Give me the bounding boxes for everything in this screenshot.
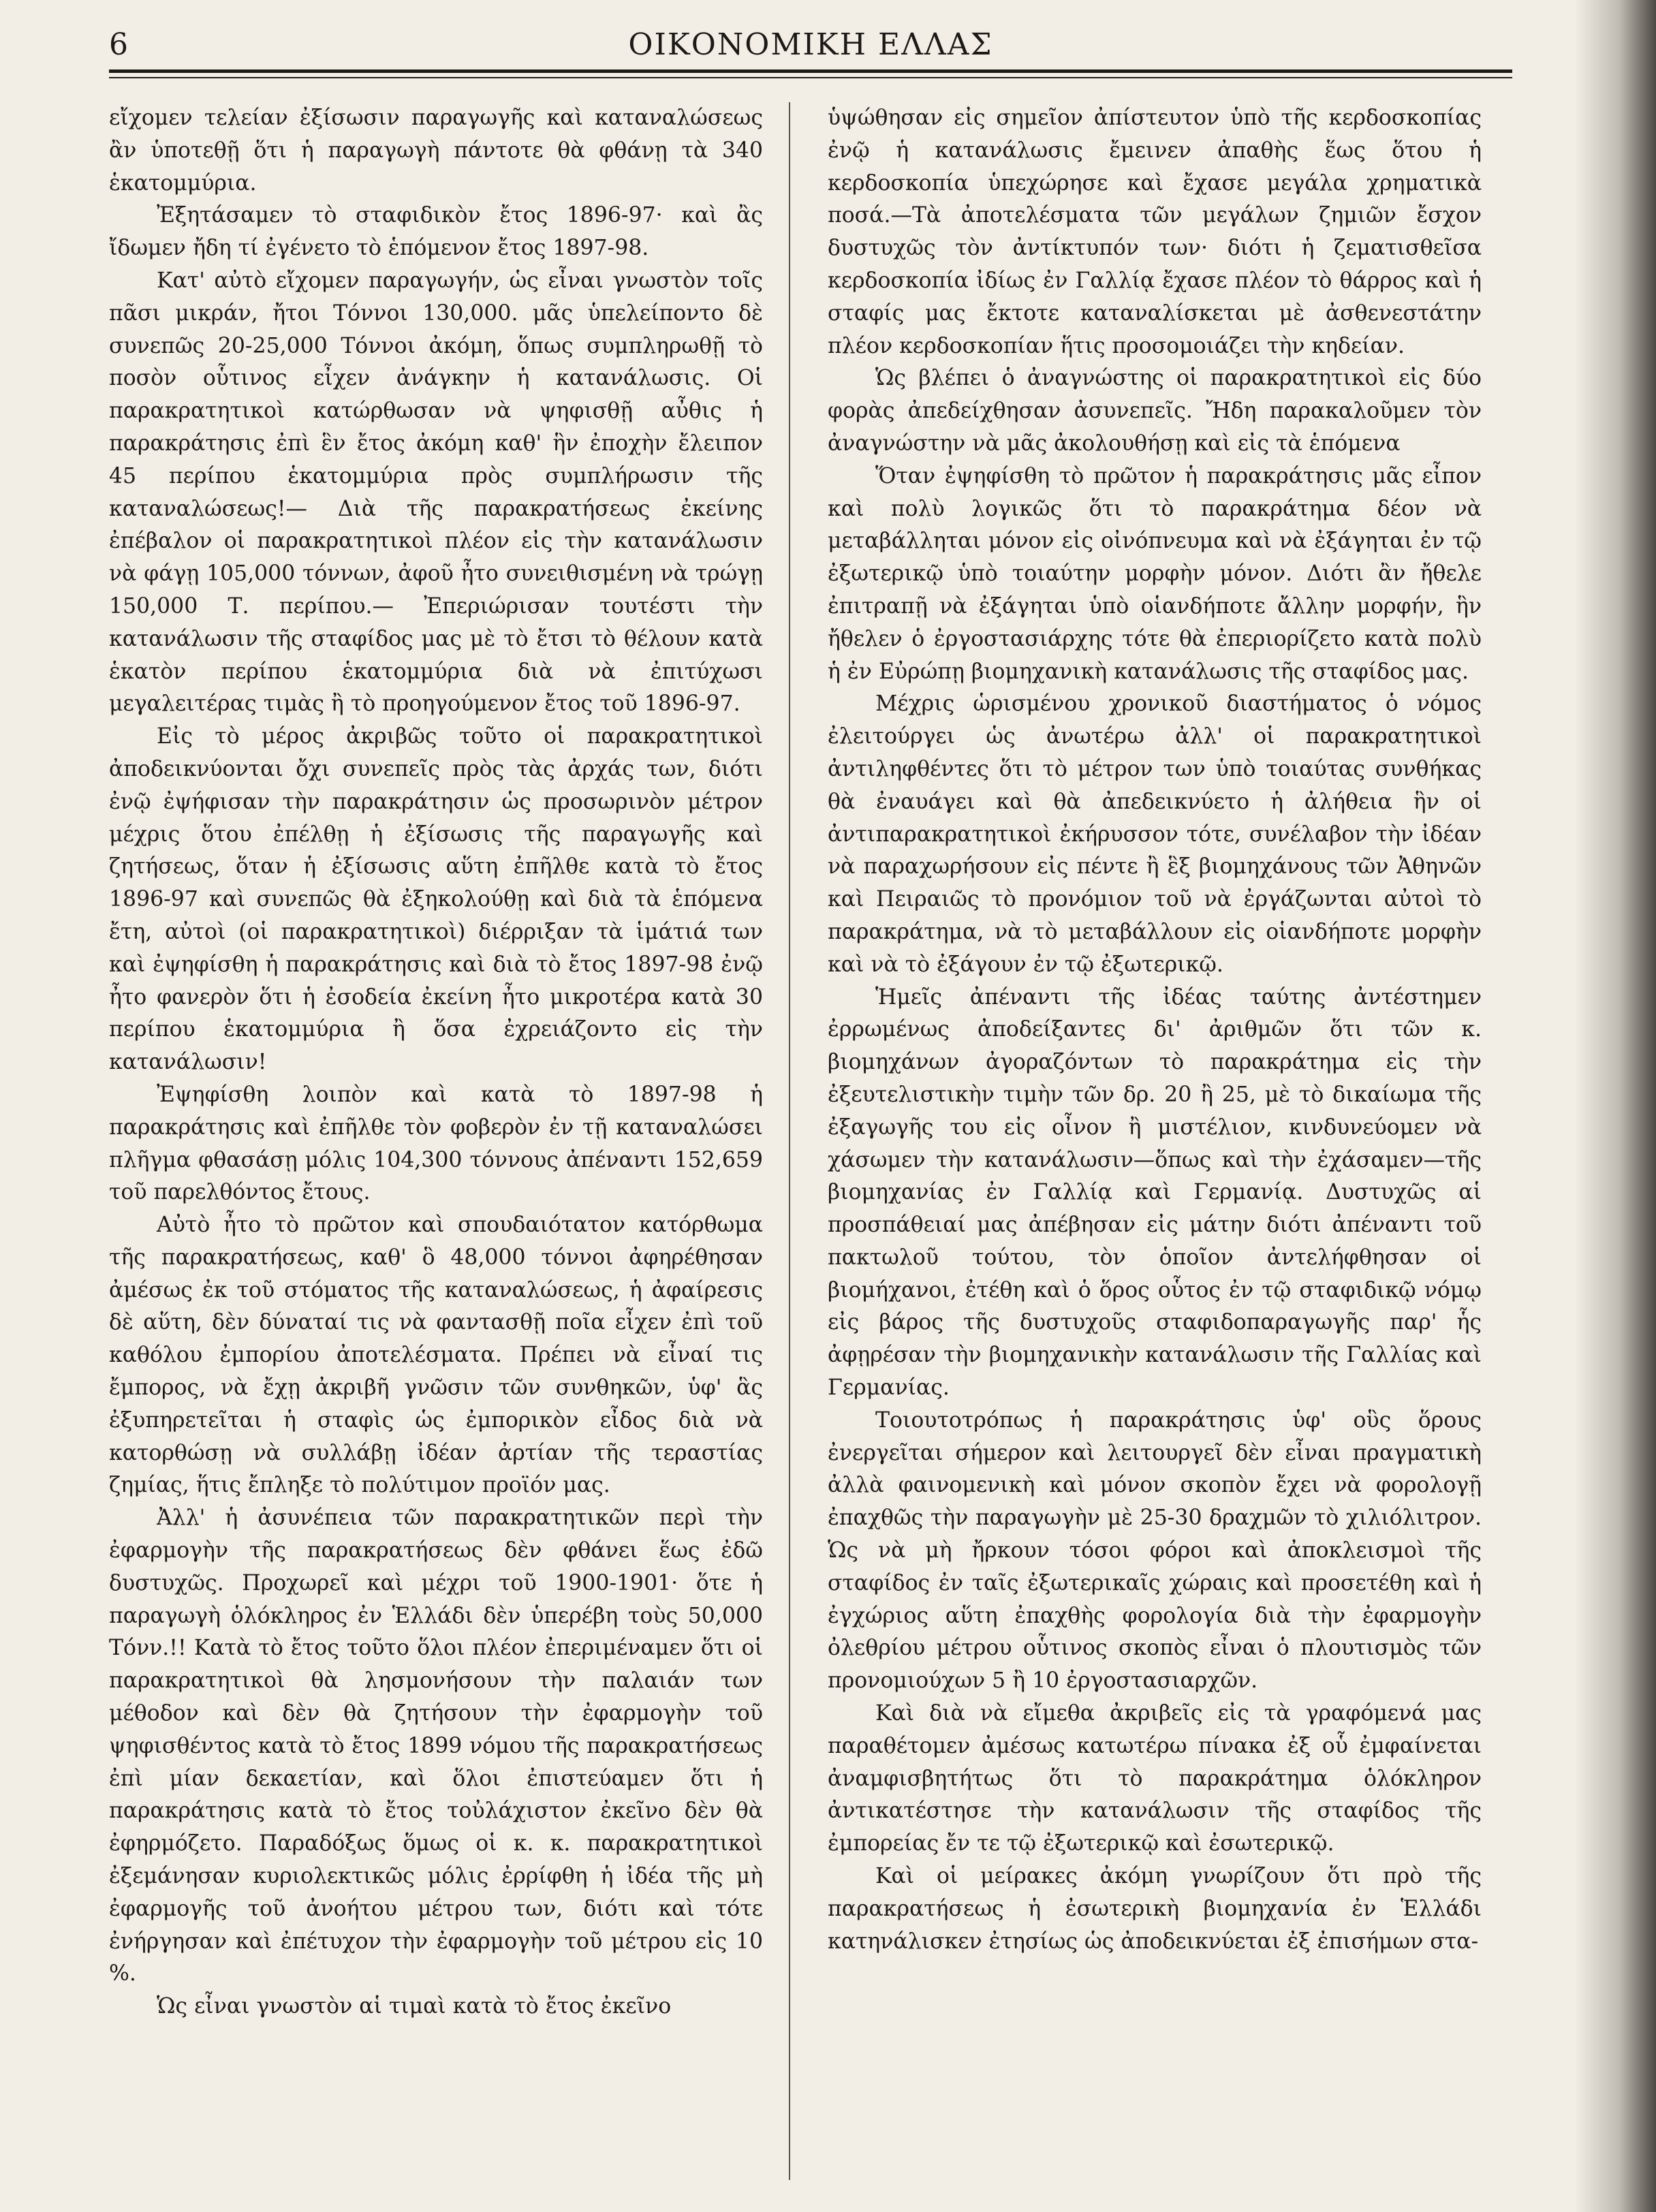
header-rule-thin	[109, 77, 1512, 78]
paragraph: Καὶ οἱ μείρακες ἀκόμη γνωρίζουν ὅτι πρὸ τῆς παρακρατήσεως ἡ ἐσωτερικὴ βιομηχανία ἐν Ἑλλάδι κατηνάλισκεν ἐτησίως ὡς ἀποδεικνύεται ἐξ ἐπισήμων στα-	[828, 1864, 1482, 1954]
paragraph: Καὶ διὰ νὰ εἴμεθα ἀκριβεῖς εἰς τὰ γραφόμενά μας παραθέτομεν ἀμέσως κατωτέρω πίνακα ἐξ οὗ ἐμφαίνεται ἀναμφισβητήτως ὅτι τὸ παρακράτημα ὁλόκληρον ἀντικατέστησε τὴν κατανάλωσιν τῆς σταφίδος τῆς ἐμπορείας ἔν τε τῷ ἐξωτερικῷ καὶ ἐσωτερικῷ.	[828, 1701, 1482, 1856]
paragraph: ὑψώθησαν εἰς σημεῖον ἀπίστευτον ὑπὸ τῆς κερδοσκοπίας ἐνῷ ἡ κατανάλωσις ἔμεινεν ἀπαθὴς ἕως ὅτου ἡ κερδοσκοπία ὑπεχώρησε καὶ ἔχασε μεγάλα χρηματικὰ ποσά.—Τὰ ἀποτελέσματα τῶν μεγάλων ζημιῶν ἔσχον δυστυχῶς τὸν ἀντίκτυπόν των· διότι ἡ ζεματισθεῖσα κερδοσκοπία ἰδίως ἐν Γαλλίᾳ ἔχασε πλέον τὸ θάρρος καὶ ἡ σταφίς μας ἔκτοτε καταναλίσκεται μὲ ἀσθενεστάτην πλέον κερδοσκοπίαν ἥτις προσομοιάζει τὴν κηδείαν.	[828, 106, 1482, 358]
page-number: 6	[109, 27, 128, 62]
left-column	[109, 102, 763, 2023]
paragraph: Ὅταν ἐψηφίσθη τὸ πρῶτον ἡ παρακράτησις μᾶς εἶπον καὶ πολὺ λογικῶς ὅτι τὸ παρακράτημα δέον νὰ μεταβάλληται μόνον εἰς οἰνόπνευμα καὶ νὰ ἐξάγηται ἐν τῷ ἐξωτερικῷ ὑπὸ τοιαύτην μορφὴν μόνον. Διότι ἂν ἤθελε ἐπιτραπῇ νὰ ἐξάγηται ὑπὸ οἱανδήποτε ἄλλην μορφήν, ἣν ἤθελεν ὁ ἐργοστασιάρχης τότε θὰ ἐπεριορίζετο κατὰ πολὺ ἡ ἐν Εὐρώπῃ βιομηχανικὴ κατανάλωσις τῆς σταφίδος μας.	[828, 463, 1482, 684]
paragraph: εἴχομεν τελείαν ἐξίσωσιν παραγωγῆς καὶ καταναλώσεως ἂν ὑποτεθῇ ὅτι ἡ παραγωγὴ πάντοτε θὰ φθάνῃ τὰ 340 ἑκατομμύρια.	[109, 106, 763, 196]
page-edge-shadow	[1574, 0, 1656, 2212]
paragraph: Ἐψηφίσθη λοιπὸν καὶ κατὰ τὸ 1897-98 ἡ παρακράτησις καὶ ἐπῆλθε τὸν φοβερὸν ἐν τῇ καταναλώσει πλῆγμα φθασάσῃ μόλις 104,300 τόννους ἀπέναντι 152,659 τοῦ παρελθόντος ἔτους.	[109, 1082, 763, 1205]
paragraph: Ἡμεῖς ἀπέναντι τῆς ἰδέας ταύτης ἀντέστημεν ἐρρωμένως ἀποδείξαντες δι' ἀριθμῶν ὅτι τῶν κ. βιομηχάνων ἀγοραζόντων τὸ παρακράτημα εἰς τὴν ἐξευτελιστικὴν τιμὴν τῶν δρ. 20 ἢ 25, μὲ τὸ δικαίωμα τῆς ἐξαγωγῆς του εἰς οἶνον ἢ μιστέλιον, κινδυνεύομεν νὰ χάσωμεν τὴν κατανάλωσιν—ὅπως καὶ τὴν ἐχάσαμεν—τῆς βιομηχανίας ἐν Γαλλίᾳ καὶ Γερμανίᾳ. Δυστυχῶς αἱ προσπάθειαί μας ἀπέβησαν εἰς μάτην διότι ἀπέναντι τοῦ πακτωλοῦ τούτου, τὸν ὁποῖον ἀντελήφθησαν οἱ βιομήχανοι, ἐτέθη καὶ ὁ ὅρος οὗτος ἐν τῷ σταφιδικῷ νόμῳ εἰς βάρος τῆς δυστυχοῦς σταφιδοπαραγωγῆς παρ' ἧς ἀφῃρέσαν τὴν βιομηχανικὴν κατανάλωσιν τῆς Γαλλίας καὶ Γερμανίας.	[828, 984, 1482, 1401]
paragraph: Ὡς εἶναι γνωστὸν αἱ τιμαὶ κατὰ τὸ ἔτος ἐκεῖνο	[157, 1994, 672, 2019]
paragraph: Κατ' αὐτὸ εἴχομεν παραγωγήν, ὡς εἶναι γνωστὸν τοῖς πᾶσι μικράν, ἤτοι Τόννοι 130,000. μᾶς ὑπελείποντο δὲ συνεπῶς 20-25,000 Τόννοι ἀκόμη, ὅπως συμπληρωθῇ τὸ ποσὸν οὗτινος εἶχεν ἀνάγκην ἡ κατανάλωσις. Οἱ παρακρατητικοὶ κατώρθωσαν νὰ ψηφισθῇ αὖθις ἡ παρακράτησις ἐπὶ ἓν ἔτος ἀκόμη καθ' ἣν ἐποχὴν ἔλειπον 45 περίπου ἑκατομμύρια πρὸς συμπλήρωσιν τῆς καταναλώσεως!— Διὰ τῆς παρακρατήσεως ἐκείνης ἐπέβαλον οἱ παρακρατητικοὶ πλέον εἰς τὴν κατανάλωσιν νὰ φάγῃ 105,000 τόννων, ἀφοῦ ἦτο συνειθισμένη νὰ τρώγῃ 150,000 Τ. περίπου.— Ἐπεριώρισαν τουτέστι τὴν κατανάλωσιν τῆς σταφίδος μας μὲ τὸ ἔτσι τὸ θέλουν κατὰ ἑκατὸν περίπου ἑκατομμύρια διὰ νὰ ἐπιτύχωσι μεγαλειτέρας τιμὰς ἢ τὸ προηγούμενον ἔτος τοῦ 1896-97.	[109, 268, 763, 717]
page-header	[109, 27, 1512, 75]
paragraph: Ἐξητάσαμεν τὸ σταφιδικὸν ἔτος 1896-97· καὶ ἂς ἴδωμεν ἤδη τί ἐγένετο τὸ ἑπόμενον ἔτος 1897-98.	[109, 203, 763, 261]
paragraph: Ὡς βλέπει ὁ ἀναγνώστης οἱ παρακρατητικοὶ εἰς δύο φορὰς ἀπεδείχθησαν ἀσυνεπεῖς. Ἤδη παρακαλοῦμεν τὸν ἀναγνώστην νὰ μᾶς ἀκολουθήσῃ καὶ εἰς τὰ ἑπόμενα	[828, 366, 1482, 456]
header-rule-thick	[109, 69, 1512, 73]
paragraph: Ἀλλ' ἡ ἀσυνέπεια τῶν παρακρατητικῶν περὶ τὴν ἐφαρμογὴν τῆς παρακρατήσεως δὲν φθάνει ἕως ἐδῶ δυστυχῶς. Προχωρεῖ καὶ μέχρι τοῦ 1900-1901· ὅτε ἡ παραγωγὴ ὁλόκληρος ἐν Ἑλλάδι δὲν ὑπερέβη τοὺς 50,000 Τόνν.!! Κατὰ τὸ ἔτος τοῦτο ὅλοι πλέον ἐπεριμέναμεν ὅτι οἱ παρακρατητικοὶ θὰ λησμονήσουν τὴν παλαιάν των μέθοδον καὶ δὲν θὰ ζητήσουν τὴν ἐφαρμογὴν τοῦ ψηφισθέντος κατὰ τὸ ἔτος 1899 νόμου τῆς παρακρατήσεως ἐπὶ μίαν δεκαετίαν, καὶ ὅλοι ἐπιστεύαμεν ὅτι ἡ παρακράτησις κατὰ τὸ ἔτος τοὐλάχιστον ἐκεῖνο δὲν θὰ ἐφηρμόζετο. Παραδόξως ὅμως οἱ κ. κ. παρακρατητικοὶ ἐξεμάνησαν κυριολεκτικῶς μόλις ἐρρίφθη ἡ ἰδέα τῆς μὴ ἐφαρμογῆς τοῦ ἀνοήτου μέτρου των, διότι καὶ τότε ἐνήργησαν καὶ ἐπέτυχον τὴν ἐφαρμογὴν τοῦ μέτρου εἰς 10 %.	[109, 1506, 763, 1987]
column-divider	[789, 102, 790, 2180]
paragraph: Μέχρις ὡρισμένου χρονικοῦ διαστήματος ὁ νόμος ἐλειτούργει ὡς ἀνωτέρω ἀλλ' οἱ παρακρατητικοὶ ἀντιληφθέντες ὅτι τὸ μέτρον των ὑπὸ τοιαύτας συνθήκας θὰ ἐναυάγει καὶ θὰ ἀπεδεικνύετο ἡ ἀλήθεια ἣν οἱ ἀντιπαρακρατητικοὶ ἐκήρυσσον τότε, συνέλαβον τὴν ἰδέαν νὰ παραχωρήσουν εἰς πέντε ἢ ἓξ βιομηχάνους τῶν Ἀθηνῶν καὶ Πειραιῶς τὸ προνόμιον τοῦ νὰ ἐργάζωνται αὐτοὶ τὸ παρακράτημα, νὰ τὸ μεταβάλλουν εἰς οἱανδήποτε μορφὴν καὶ νὰ τὸ ἐξάγουν ἐν τῷ ἐξωτερικῷ.	[828, 691, 1482, 977]
paragraph: Αὐτὸ ἦτο τὸ πρῶτον καὶ σπουδαιότατον κατόρθωμα τῆς παρακρατήσεως, καθ' ὃ 48,000 τόννοι ἀφηρέθησαν ἀμέσως ἐκ τοῦ στόματος τῆς καταναλώσεως, ἡ ἀφαίρεσις δὲ αὕτη, δὲν δύναταί τις νὰ φαντασθῇ ποῖα εἶχεν ἐπὶ τοῦ καθόλου ἐμπορίου ἀποτελέσματα. Πρέπει νὰ εἶναί τις ἔμπορος, νὰ ἔχῃ ἀκριβῆ γνῶσιν τῶν συνθηκῶν, ὑφ' ἃς ἐξυπηρετεῖται ἡ σταφὶς ὡς ἐμπορικὸν εἶδος διὰ νὰ κατορθώσῃ νὰ συλλάβῃ ἰδέαν ἀρτίαν τῆς τεραστίας ζημίας, ἥτις ἔπληξε τὸ πολύτιμον προϊόν μας.	[109, 1213, 763, 1498]
paragraph: Τοιουτοτρόπως ἡ παρακράτησις ὑφ' οὓς ὅρους ἐνεργεῖται σήμερον καὶ λειτουργεῖ δὲν εἶναι πραγματικὴ ἀλλὰ φαινομενικὴ καὶ μόνον σκοπὸν ἔχει νὰ φορολογῇ ἐπαχθῶς τὴν παραγωγὴν μὲ 25-30 δραχμῶν τὸ χιλιόλιτρον. Ὡς νὰ μὴ ἤρκουν τόσοι φόροι καὶ ἀποκλεισμοὶ τῆς σταφίδος ἐν ταῖς ἐξωτερικαῖς χώραις καὶ προσετέθη καὶ ἡ ἐγχώριος αὕτη ἐπαχθὴς φορολογία διὰ τὴν ἐφαρμογὴν ὀλεθρίου μέτρου οὗτινος σκοπὸς εἶναι ὁ πλουτισμὸς τῶν προνομιούχων 5 ἢ 10 ἐργοστασιαρχῶν.	[828, 1407, 1482, 1694]
journal-title: ΟΙΚΟΝΟΜΙΚΗ ΕΛΛΑΣ	[628, 27, 993, 62]
right-column	[828, 102, 1482, 1958]
paragraph: Εἰς τὸ μέρος ἀκριβῶς τοῦτο οἱ παρακρατητικοὶ ἀποδεικνύονται ὄχι συνεπεῖς πρὸς τὰς ἀρχάς των, διότι ἐνῷ ἐψήφισαν τὴν παρακράτησιν ὡς προσωρινὸν μέτρον μέχρις ὅτου ἐπέλθῃ ἡ ἐξίσωσις τῆς παραγωγῆς καὶ ζητήσεως, ὅταν ἡ ἐξίσωσις αὕτη ἐπῆλθε κατὰ τὸ ἔτος 1896-97 καὶ συνεπῶς θὰ ἐξηκολούθῃ καὶ διὰ τὰ ἑπόμενα ἔτη, αὐτοὶ (οἱ παρακρατητικοὶ) διέρριξαν τὰ ἱμάτιά των καὶ ἐψηφίσθη ἡ παρακράτησις καὶ διὰ τὸ ἔτος 1897-98 ἐνῷ ἦτο φανερὸν ὅτι ἡ ἐσοδεία ἐκείνη ἦτο μικροτέρα κατὰ 30 περίπου ἑκατομμύρια ἢ ὅσα ἐχρειάζοντο εἰς τὴν κατανάλωσιν!	[109, 724, 763, 1075]
